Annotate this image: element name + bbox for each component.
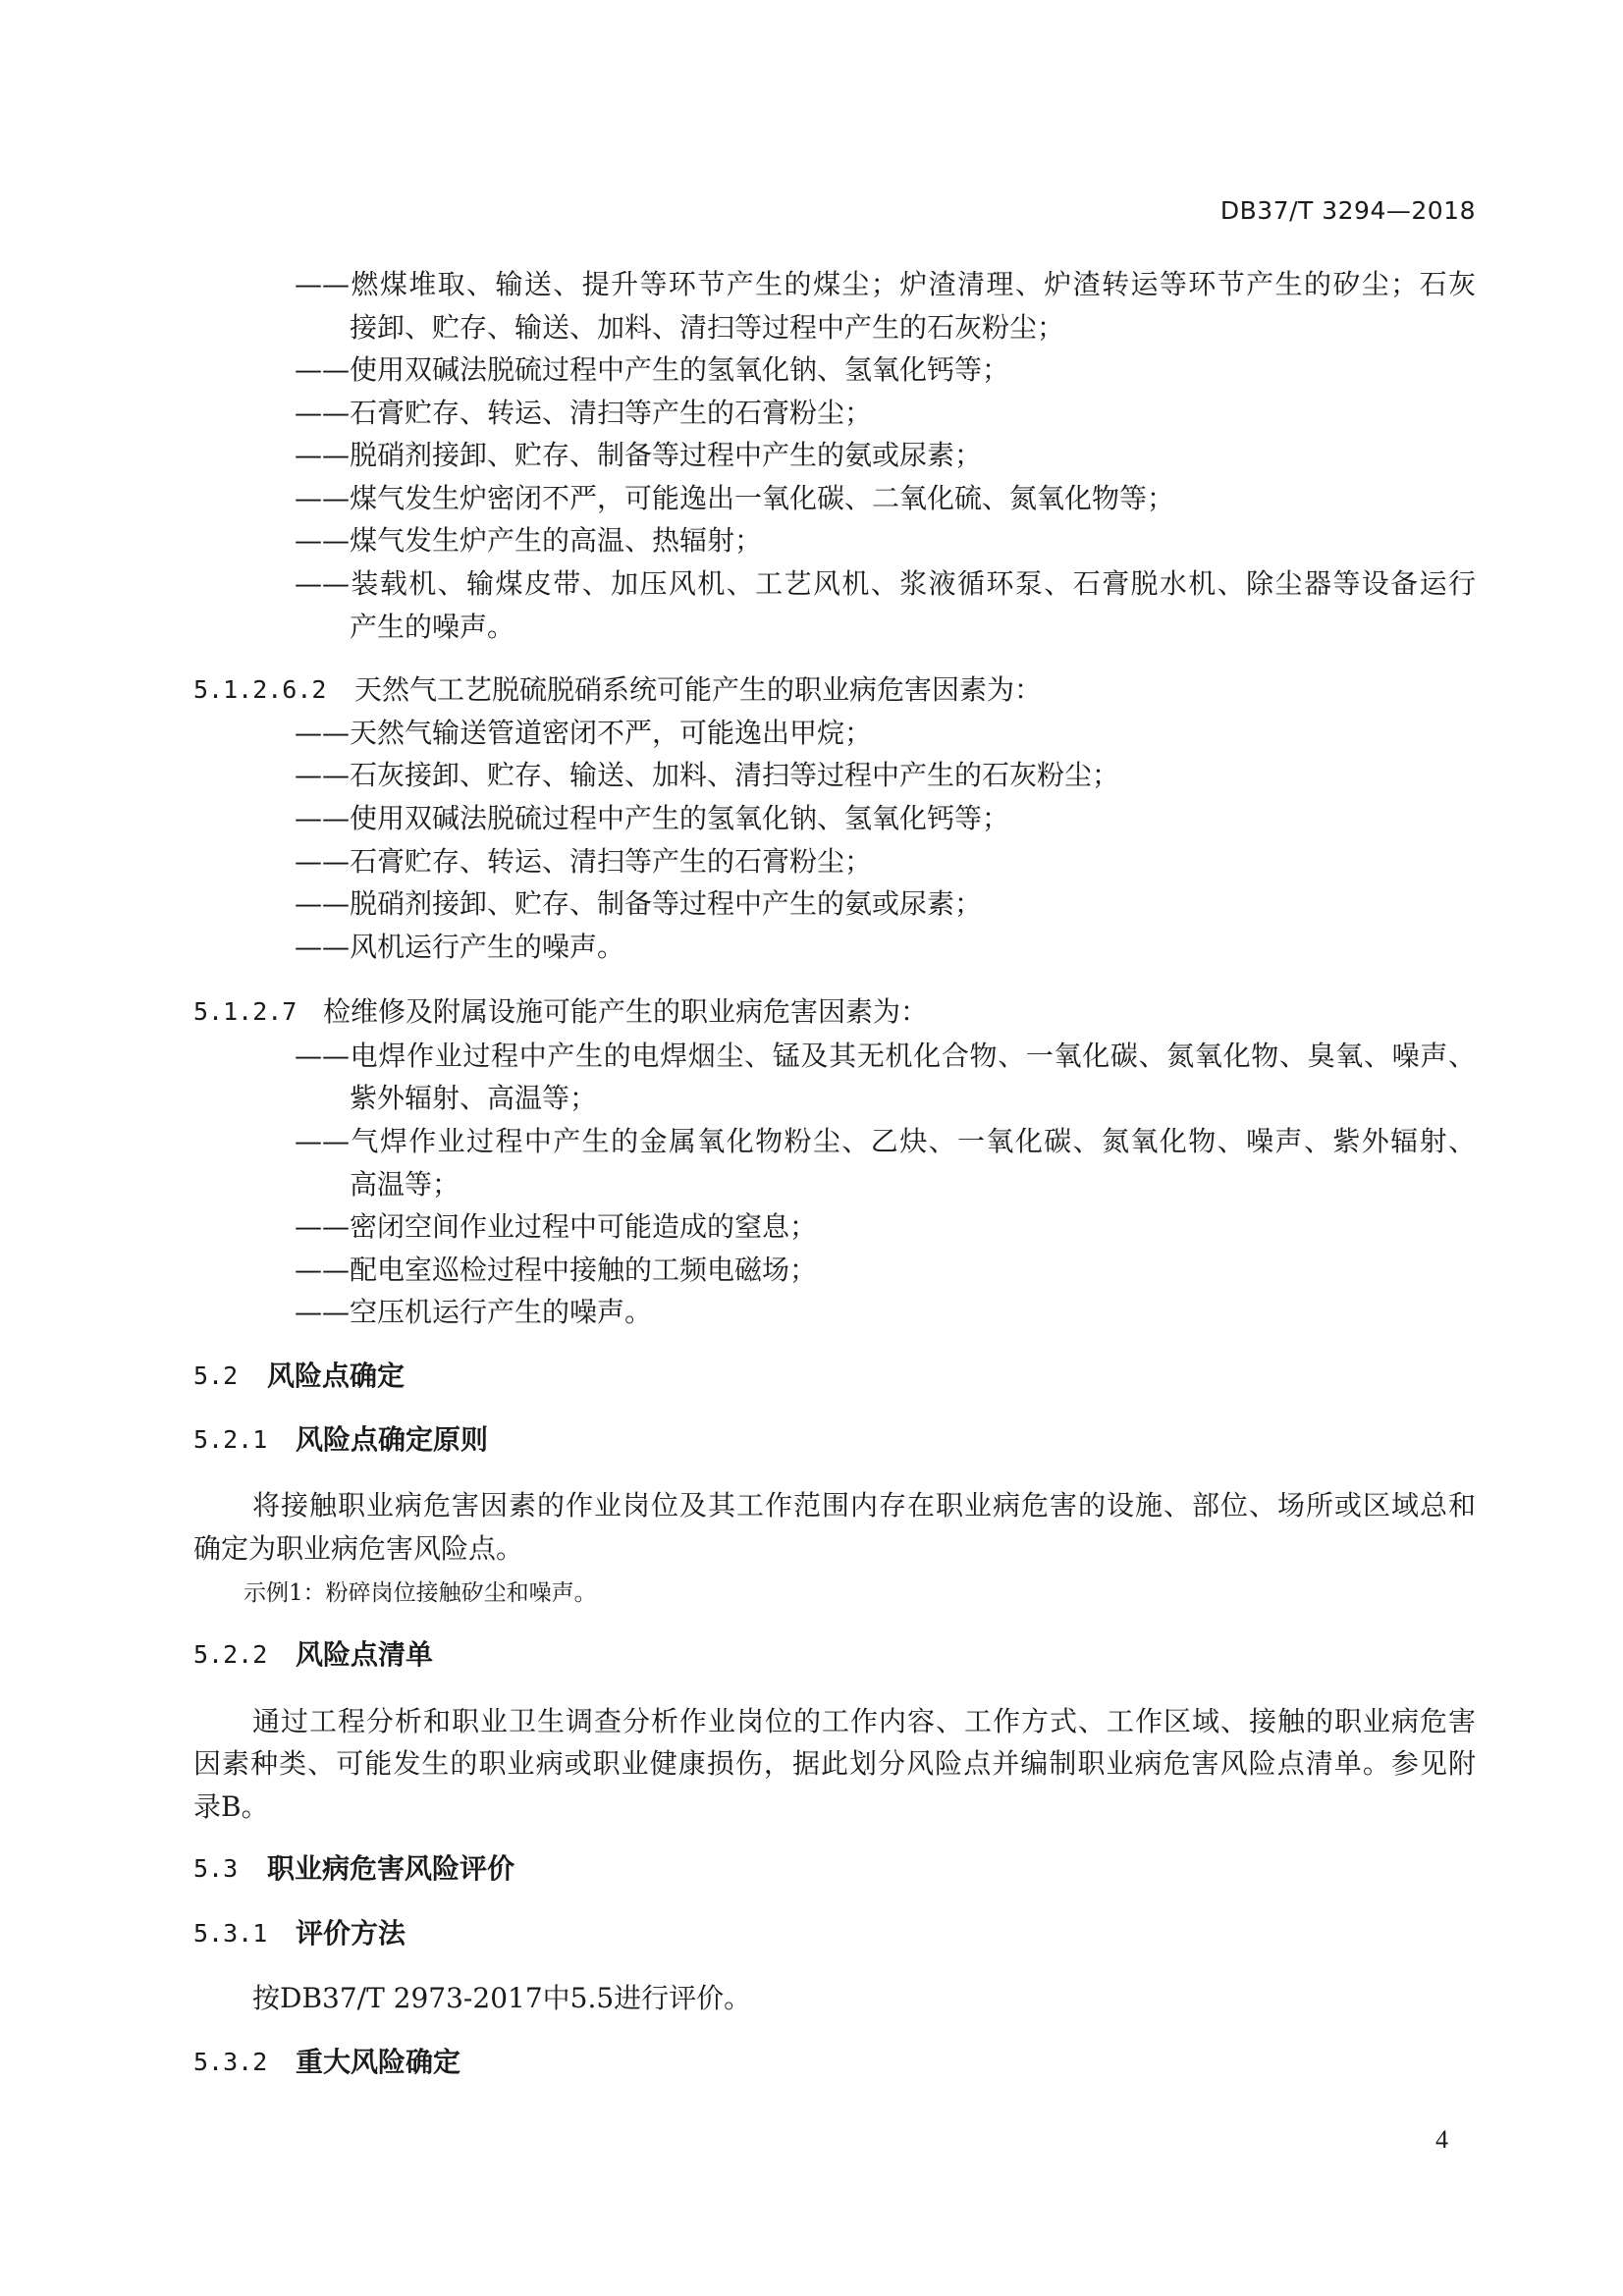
clause-number: 5.1.2.6.2: [193, 675, 327, 704]
paragraph-line: 按DB37/T 2973-2017中5.5进行评价。: [252, 1982, 752, 2014]
list-item: ——装载机、输煤皮带、加压风机、工艺风机、浆液循环泵、石膏脱水机、除尘器等设备运行: [295, 567, 1476, 600]
clause-number: 5.2.2: [193, 1640, 268, 1669]
list-item: ——脱硝剂接卸、贮存、制备等过程中产生的氨或尿素；: [295, 439, 983, 471]
list-item: ——气焊作业过程中产生的金属氧化物粉尘、乙炔、一氧化碳、氮氧化物、噪声、紫外辐射、: [295, 1125, 1476, 1157]
list-item: ——煤气发生炉产生的高温、热辐射；: [295, 524, 763, 557]
list-item-continuation: 产生的噪声。: [350, 611, 515, 643]
list-item-continuation: 紫外辐射、高温等；: [350, 1082, 598, 1114]
clause-number: 5.2.1: [193, 1425, 268, 1454]
clause-heading-5-2-2: [0, 1633, 1623, 1677]
paragraph-line: 录B。: [193, 1790, 269, 1823]
clause-heading-5-3: [0, 1847, 1623, 1891]
list-item: ——使用双碱法脱硫过程中产生的氢氧化钠、氢氧化钙等；: [295, 353, 1010, 386]
clause-title: 风险点确定原则: [296, 1423, 489, 1456]
clause-number: 5.3.2: [193, 2048, 268, 2076]
list-item-continuation: 高温等；: [350, 1168, 460, 1201]
list-item: ——天然气输送管道密闭不严，可能逸出甲烷；: [295, 717, 873, 749]
list-item: ——石膏贮存、转运、清扫等产生的石膏粉尘；: [295, 845, 873, 878]
clause-heading-5-3-1: [0, 1912, 1623, 1955]
clause-heading-5-2: [0, 1355, 1623, 1398]
list-item: ——空压机运行产生的噪声。: [295, 1296, 653, 1328]
clause-number: 5.3.1: [193, 1919, 268, 1948]
list-item: ——电焊作业过程中产生的电焊烟尘、锰及其无机化合物、一氧化碳、氮氧化物、臭氧、噪声、: [295, 1040, 1476, 1072]
standard-code-header: DB37/T 3294—2018: [1219, 196, 1476, 225]
paragraph-line: 将接触职业病危害因素的作业岗位及其工作范围内存在职业病危害的设施、部位、场所或区域总和: [252, 1489, 1476, 1522]
list-item: ——煤气发生炉密闭不严，可能逸出一氧化碳、二氧化硫、氮氧化物等；: [295, 482, 1175, 514]
list-item: ——脱硝剂接卸、贮存、制备等过程中产生的氨或尿素；: [295, 887, 983, 920]
clause-title: 评价方法: [296, 1917, 406, 1949]
example-note: 示例1：粉碎岗位接触矽尘和噪声。: [243, 1580, 597, 1606]
clause-heading-5-1-2-7: [0, 990, 1623, 1034]
clause-title: 职业病危害风险评价: [267, 1852, 515, 1885]
list-item: ——石膏贮存、转运、清扫等产生的石膏粉尘；: [295, 397, 873, 429]
page-number: 4: [1435, 2125, 1448, 2154]
list-item: ——风机运行产生的噪声。: [295, 931, 625, 963]
paragraph-line: 确定为职业病危害风险点。: [193, 1532, 524, 1565]
clause-number: 5.1.2.7: [193, 997, 298, 1026]
clause-title: 检维修及附属设施可能产生的职业病危害因素为：: [323, 995, 929, 1028]
list-item-continuation: 接卸、贮存、输送、加料、清扫等过程中产生的石灰粉尘；: [350, 311, 1065, 344]
clause-title: 天然气工艺脱硫脱硝系统可能产生的职业病危害因素为：: [354, 673, 1043, 706]
list-item: ——使用双碱法脱硫过程中产生的氢氧化钠、氢氧化钙等；: [295, 802, 1010, 834]
paragraph-line: 因素种类、可能发生的职业病或职业健康损伤，据此划分风险点并编制职业病危害风险点清单。参见附: [193, 1747, 1476, 1780]
clause-heading-5-1-2-6-2: [0, 668, 1623, 712]
clause-heading-5-3-2: [0, 2041, 1623, 2084]
clause-title: 风险点清单: [296, 1638, 434, 1671]
clause-number: 5.3: [193, 1854, 239, 1883]
list-item: ——石灰接卸、贮存、输送、加料、清扫等过程中产生的石灰粉尘；: [295, 759, 1120, 791]
clause-title: 风险点确定: [267, 1360, 406, 1392]
clause-heading-5-2-1: [0, 1418, 1623, 1462]
list-item: ——配电室巡检过程中接触的工频电磁场；: [295, 1254, 818, 1286]
paragraph-line: 通过工程分析和职业卫生调查分析作业岗位的工作内容、工作方式、工作区域、接触的职业病危害: [252, 1705, 1476, 1737]
list-item: ——燃煤堆取、输送、提升等环节产生的煤尘；炉渣清理、炉渣转运等环节产生的矽尘；石灰: [295, 268, 1476, 300]
clause-number: 5.2: [193, 1362, 239, 1390]
clause-title: 重大风险确定: [296, 2046, 461, 2078]
list-item: ——密闭空间作业过程中可能造成的窒息；: [295, 1210, 818, 1243]
